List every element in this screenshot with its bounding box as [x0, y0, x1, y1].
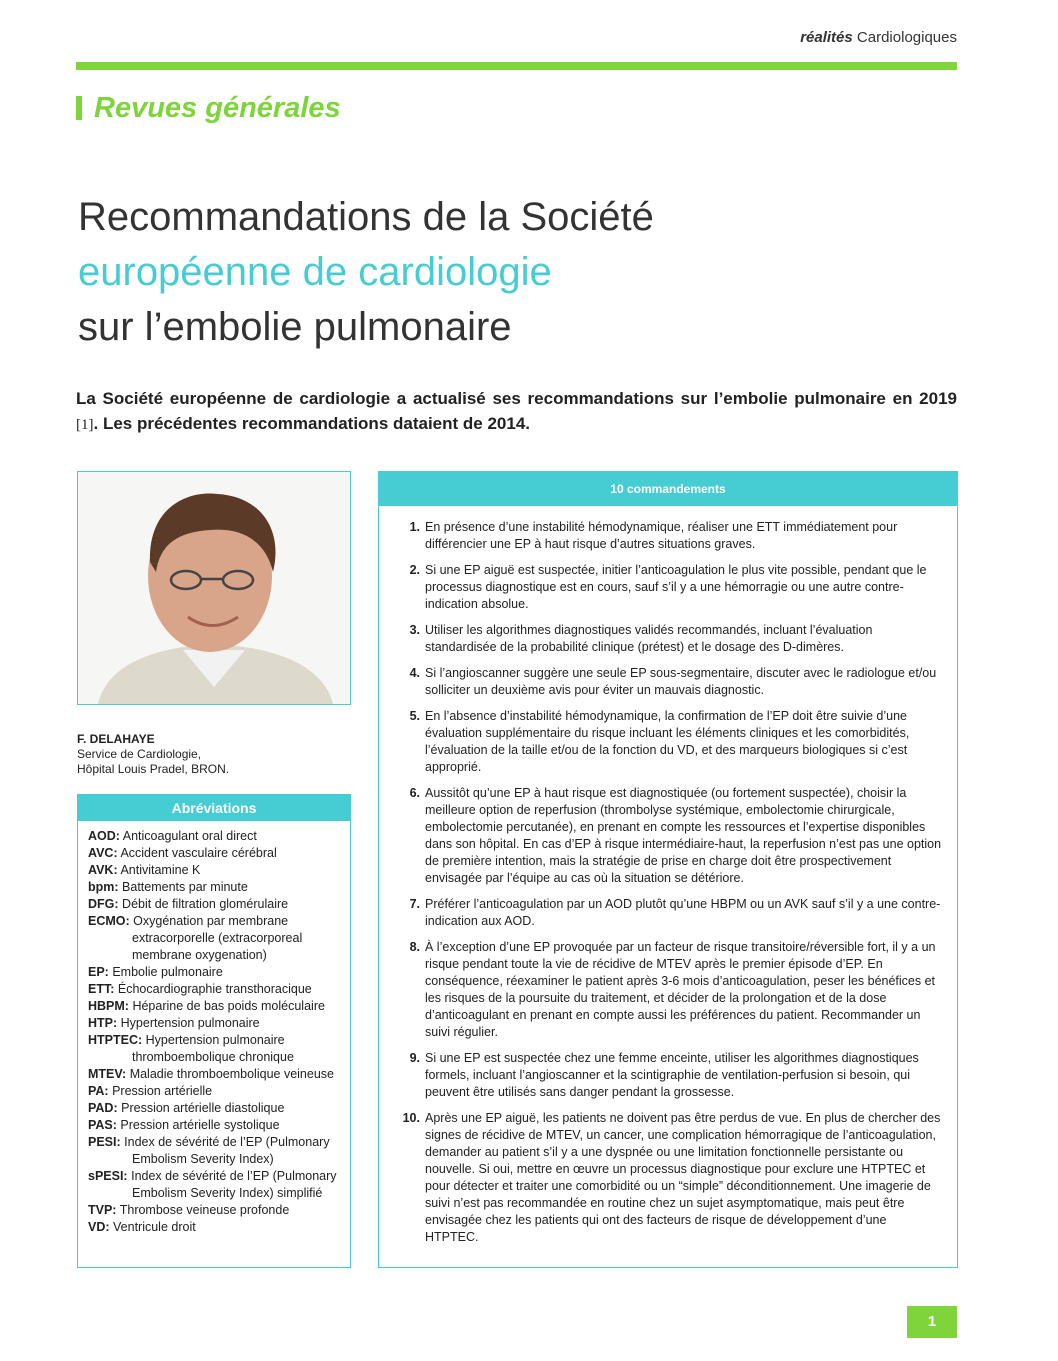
abbreviations-box	[77, 794, 351, 1268]
abbreviation-item	[88, 1134, 342, 1168]
abbreviation-key: HTPTEC:	[88, 1033, 143, 1047]
abbreviation-key: PESI:	[88, 1135, 121, 1149]
abbreviation-key: PAD:	[88, 1101, 118, 1115]
abbreviation-item	[88, 862, 342, 879]
section-marker	[76, 96, 82, 120]
abbreviation-key: sPESI:	[88, 1169, 128, 1183]
commandment-item	[389, 562, 943, 613]
abbreviation-item	[88, 1100, 342, 1117]
abbreviation-key: VD:	[88, 1220, 110, 1234]
abbreviation-key: MTEV:	[88, 1067, 127, 1081]
brand-rest: Cardiologiques	[856, 29, 957, 46]
abbreviation-meaning: Échocardiographie transthoracique	[117, 982, 312, 996]
abbreviation-meaning: Accident vasculaire cérébral	[120, 846, 277, 860]
abbreviation-key: HTP:	[88, 1016, 118, 1030]
commandment-item	[389, 665, 943, 699]
commandment-item	[389, 1110, 943, 1246]
abbreviation-meaning: Hypertension pulmonaire thromboembolique chronique	[132, 1033, 294, 1064]
abbreviation-item	[88, 1083, 342, 1100]
abbreviation-item	[88, 896, 342, 913]
abbreviation-key: PAS:	[88, 1118, 117, 1132]
commandment-item	[389, 896, 943, 930]
abbreviation-key: AVC:	[88, 846, 118, 860]
commandment-text: Si une EP aiguë est suspectée, initier l’anticoagulation le plus vite possible, pendant que le processus diagnostique est en cours, sauf s’il y a une hémorragie ou une autre contre-indication absolue.	[425, 563, 927, 611]
abbreviation-key: AOD:	[88, 829, 120, 843]
commandment-text: En présence d’une instabilité hémodynamique, réaliser une ETT immédiatement pour différencier une EP à haut risque d’autres situations graves.	[425, 520, 898, 551]
commandment-number: 1.	[409, 520, 420, 534]
commandment-number: 10.	[402, 1111, 420, 1125]
abbreviation-key: TVP:	[88, 1203, 117, 1217]
commandment-number: 4.	[409, 666, 420, 680]
title-line-1: Recommandations de la Société	[78, 195, 654, 239]
commandment-number: 6.	[409, 786, 420, 800]
abbreviation-meaning: Ventricule droit	[113, 1220, 196, 1234]
abbreviation-item	[88, 1015, 342, 1032]
commandment-item	[389, 708, 943, 776]
lead-part-1: La Société européenne de cardiologie a actualisé ses recommandations sur l’embolie pulmonaire en 2019	[76, 389, 957, 408]
lead-reference: [1]	[76, 417, 94, 433]
abbreviation-meaning: Oxygénation par membrane extracorporelle (extracorporeal membrane oxygenation)	[132, 914, 303, 962]
abbreviation-key: PA:	[88, 1084, 109, 1098]
commandment-text: Si l’angioscanner suggère une seule EP sous-segmentaire, discuter avec le radiologue et/ou solliciter un deuxième avis pour éviter un mauvais diagnostic.	[425, 666, 937, 697]
abbreviation-item	[88, 964, 342, 981]
abbreviations-list	[78, 821, 350, 1236]
abbreviation-item	[88, 845, 342, 862]
journal-masthead	[800, 29, 957, 46]
abbreviation-item	[88, 1117, 342, 1134]
commandment-item	[389, 785, 943, 887]
page-number: 1	[907, 1306, 957, 1338]
abbreviation-meaning: Index de sévérité de l’EP (Pulmonary Embolism Severity Index) simplifié	[131, 1169, 337, 1200]
abbreviation-meaning: Battements par minute	[122, 880, 248, 894]
abbreviation-key: DFG:	[88, 897, 119, 911]
abbreviations-title: Abréviations	[78, 795, 350, 821]
commandments-title: 10 commandements	[379, 472, 957, 506]
commandments-list	[379, 506, 957, 1246]
commandment-text: En l’absence d’instabilité hémodynamique, la confirmation de l’EP doit être suivie d’une évaluation supplémentaire du risque incluant les éléments cliniques et les comorbidités, l’évaluation de la taille et/ou de la fonction du VD, et des marqueurs biologiques si c’est approprié.	[425, 709, 910, 774]
abbreviation-item	[88, 879, 342, 896]
brand-bold: réalités	[800, 29, 853, 46]
commandment-number: 2.	[409, 563, 420, 577]
commandments-box	[378, 471, 958, 1268]
commandment-number: 7.	[409, 897, 420, 911]
abbreviation-meaning: Hypertension pulmonaire	[120, 1016, 260, 1030]
abbreviation-meaning: Pression artérielle	[112, 1084, 213, 1098]
top-rule	[76, 62, 957, 70]
abbreviation-item	[88, 1219, 342, 1236]
abbreviation-meaning: Pression artérielle diastolique	[121, 1101, 285, 1115]
abbreviation-item	[88, 913, 342, 964]
commandment-item	[389, 1050, 943, 1101]
abbreviation-item	[88, 981, 342, 998]
commandment-number: 5.	[409, 709, 420, 723]
abbreviation-meaning: Héparine de bas poids moléculaire	[132, 999, 325, 1013]
abbreviation-meaning: Index de sévérité de l’EP (Pulmonary Embolism Severity Index)	[124, 1135, 330, 1166]
author-name: F. DELAHAYE	[77, 732, 155, 746]
abbreviation-item	[88, 1066, 342, 1083]
abbreviation-meaning: Pression artérielle systolique	[120, 1118, 280, 1132]
commandment-item	[389, 939, 943, 1041]
abbreviation-meaning: Embolie pulmonaire	[112, 965, 223, 979]
abbreviation-meaning: Débit de filtration glomérulaire	[122, 897, 289, 911]
lead-part-2: . Les précédentes recommandations dataient de 2014.	[93, 414, 530, 433]
abbreviation-item	[88, 998, 342, 1015]
commandment-number: 9.	[409, 1051, 420, 1065]
commandment-text: Aussitôt qu’une EP à haut risque est diagnostiquée (ou fortement suspectée), choisir la meilleure option de reperfusion (thrombolyse systémique, embolectomie chirurgicale, embolectomie percutanée), en prenant en compte les ressources et l’expertise disponibles dans son hôpital. En cas d’EP à risque intermédiaire-haut, la reperfusion n’est pas une option de première intention, mais la stratégie de prise en charge doit être prospectivement envisagée par l’équipe au cas où la situation se détériore.	[425, 786, 942, 885]
author-portrait-icon	[78, 472, 350, 704]
abbreviation-meaning: Antivitamine K	[120, 863, 201, 877]
author-affiliation-2: Hôpital Louis Pradel, BRON.	[77, 762, 230, 776]
commandment-text: Préférer l’anticoagulation par un AOD plutôt qu’une HBPM ou un AVK sauf s’il y a une contre-indication aux AOD.	[425, 897, 941, 928]
abbreviation-item	[88, 1202, 342, 1219]
abbreviation-key: AVK:	[88, 863, 118, 877]
commandment-item	[389, 622, 943, 656]
abbreviation-key: EP:	[88, 965, 109, 979]
lead-paragraph	[76, 386, 957, 438]
title-line-2: européenne de cardiologie	[78, 250, 552, 294]
abbreviation-key: ETT:	[88, 982, 115, 996]
abbreviation-meaning: Thrombose veineuse profonde	[119, 1203, 290, 1217]
author-affiliation-1: Service de Cardiologie,	[77, 747, 202, 761]
article-title	[78, 190, 958, 355]
author-block	[77, 732, 229, 777]
abbreviation-meaning: Maladie thromboembolique veineuse	[129, 1067, 334, 1081]
abbreviation-meaning: Anticoagulant oral direct	[122, 829, 257, 843]
commandment-text: Si une EP est suspectée chez une femme enceinte, utiliser les algorithmes diagnostiques formels, incluant l’angioscanner et la scintigraphie de ventilation-perfusion si besoin, qui peuvent être utilisés sans danger pendant la grossesse.	[425, 1051, 919, 1099]
abbreviation-item	[88, 828, 342, 845]
commandment-item	[389, 519, 943, 553]
author-photo	[77, 471, 351, 705]
abbreviation-key: ECMO:	[88, 914, 130, 928]
commandment-text: À l’exception d’une EP provoquée par un facteur de risque transitoire/réversible fort, il y a un risque pendant toute la vie de récidive de MTEV après le premier épisode d’EP. En conséquence, réexaminer le patient après 3-6 mois d’anticoagulation, peser les bénéfices et les risques de la poursuite du traitement, et décider de la prolongation et de la dose d’anticoagulant en prenant en compte aussi les préférences du patient. Recommander un suivi régulier.	[425, 940, 936, 1039]
section-heading	[76, 92, 341, 124]
abbreviation-key: bpm:	[88, 880, 119, 894]
commandment-text: Après une EP aiguë, les patients ne doivent pas être perdus de vue. En plus de chercher des signes de récidive de MTEV, un cancer, une complication hémorragique de l’anticoagulation, demander au patient s’il y a une dyspnée ou une limitation fonctionnelle persistante ou nouvelle. Si oui, mettre en œuvre un processus diagnostique pour exclure une HTPTEC et pour détecter et traiter une comorbidité ou un “simple” déconditionnement. Une imagerie de suivi n’est pas recommandée en routine chez un sujet asymptomatique, mais peut être envisagée chez les patients qui ont des facteurs de risque de développement d’une HTPTEC.	[425, 1111, 941, 1244]
abbreviation-key: HBPM:	[88, 999, 129, 1013]
abbreviation-item	[88, 1032, 342, 1066]
commandment-number: 3.	[409, 623, 420, 637]
abbreviation-item	[88, 1168, 342, 1202]
title-line-3: sur l’embolie pulmonaire	[78, 305, 512, 349]
section-label: Revues générales	[94, 91, 341, 124]
commandment-number: 8.	[409, 940, 420, 954]
commandment-text: Utiliser les algorithmes diagnostiques validés recommandés, incluant l’évaluation standardisée de la probabilité clinique (prétest) et le dosage des D-dimères.	[425, 623, 873, 654]
